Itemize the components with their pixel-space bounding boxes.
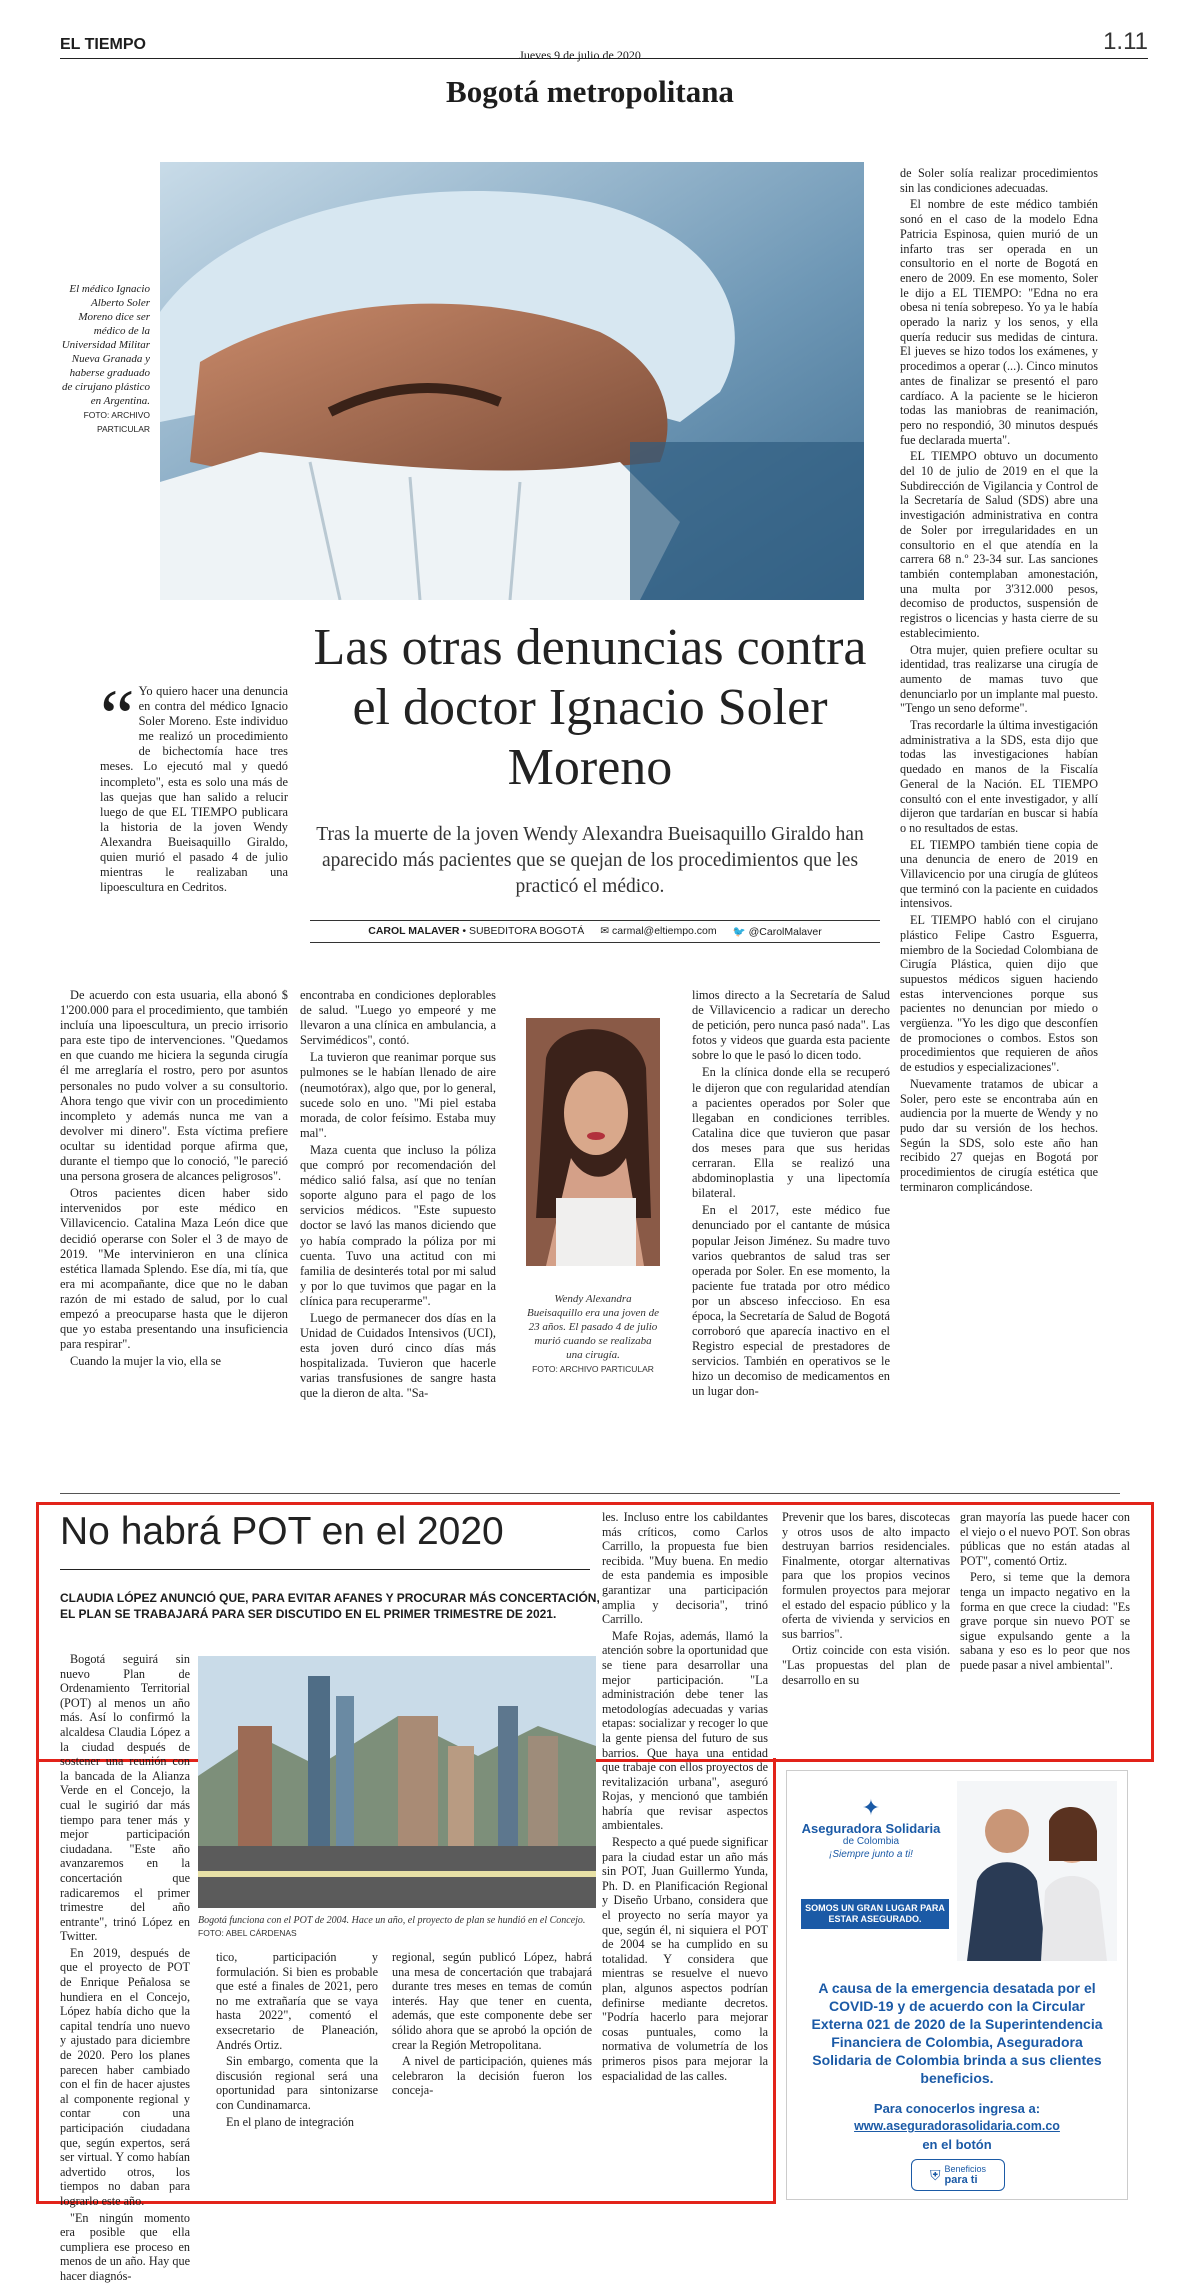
victim-caption bbox=[526, 1292, 660, 1376]
city-caption-text: Bogotá funciona con el POT de 2004. Hace un año, el proyecto de plan se hundió en el Concejo. bbox=[198, 1915, 586, 1926]
masthead-rule bbox=[60, 58, 1148, 59]
newspaper-name: EL TIEMPO bbox=[60, 36, 146, 53]
pot-paragraph: Sin embargo, comenta que la discusión regional será una oportunidad para sintonizarse con Cundinamarca. bbox=[216, 2054, 378, 2112]
ad-brand-sub: de Colombia bbox=[842, 1836, 900, 1847]
article-paragraph: limos directo a la Secretaría de Salud de Villavicencio a radicar un derecho de petición, pero nunca pasó nada". Las fotos y videos que guarda esta paciente sobre lo que le pasó lo dicen todo. bbox=[692, 988, 890, 1063]
article-col-2 bbox=[300, 988, 496, 1404]
benefits-button-line2: para ti bbox=[944, 2174, 978, 2186]
victim-photo bbox=[526, 1018, 660, 1266]
bogota-city-photo bbox=[198, 1656, 596, 1908]
article-paragraph: En la clínica donde ella se recuperó le dijeron que con regularidad atendían a pacientes operados por Soler que llegaban en condiciones terribles. Catalina dice que tuvieron que pasar dos meses para que sus heridas cerraran. Ella se realizó una abdominoplastia y una lipectomía bilateral. bbox=[692, 1065, 890, 1201]
photo-caption bbox=[60, 282, 150, 436]
article-subhead: Tras la muerte de la joven Wendy Alexandra Bueisaquillo Giraldo han aparecido más pacientes que se quejan de los procedimientos que les practicó el médico. bbox=[316, 824, 864, 897]
victim-photo-credit: FOTO: ARCHIVO PARTICULAR bbox=[532, 1364, 654, 1374]
page-number: 1.11 bbox=[1103, 28, 1148, 55]
pot-paragraph: "En ningún momento era posible que ella cumpliera ese proceso en menos de un año. Hay que hacer diagnós- bbox=[60, 2210, 190, 2283]
pot-col-2 bbox=[216, 1950, 378, 2131]
pot-paragraph: En 2019, después de que el proyecto de POT de Enrique Peñalosa se hundiera en el Concejo, López había dicho que la capital tendría uno nuevo y ajustado para diciembre de 2020. Pero los planes parecen haber cambiado con el fin de hacer ajustes al componente regional y contar con una participación ciudadana que, según expertos, será ser virtual. Y como habían advertido otros, los tiempos no daban para lograrlo este año. bbox=[60, 1945, 190, 2208]
pot-paragraph: les. Incluso entre los cabildantes más críticos, como Carlos Carrillo, la propuesta fue bien recibida. "Muy buena. En medio de esta pandemia es imposible garantizar una participación amplia y decisoria", trinó Carrillo. bbox=[602, 1510, 768, 1627]
article-col-3 bbox=[692, 988, 890, 1402]
article-paragraph: encontraba en condiciones deplorables de salud. "Luego yo empeoré y me llevaron a una clínica en ambulancia, a Servimédicos", contó. bbox=[300, 988, 496, 1048]
article-paragraph: Otra mujer, quien prefiere ocultar su identidad, tras realizarse una cirugía de aumento de mamas tuvo que denunciarlo por un implante mal puesto. "Tengo un seno deforme". bbox=[900, 642, 1098, 716]
brand-logo-icon: ✦ bbox=[861, 1795, 881, 1820]
pot-paragraph: regional, según publicó López, habrá una mesa de concertación que trabajará durante tres meses en temas de común interés. Hay que tener en cuenta, además, que este componente debe ser sólido ahora que se aprobó la opción de crear la Región Metropolitana. bbox=[392, 1950, 592, 2052]
section-title: Bogotá metropolitana bbox=[446, 74, 734, 109]
article-paragraph: EL TIEMPO también tiene copia de una denuncia de enero de 2019 en Villavicencio por una cirugía de glúteos que terminó con la paciente en cuidados intensivos. bbox=[900, 837, 1098, 911]
article-paragraph: Cuando la mujer la vio, ella se bbox=[70, 1354, 222, 1369]
photo-caption-text: El médico Ignacio Alberto Soler Moreno dice ser médico de la Universidad Militar Nueva Granada y haberse graduado de cirujano plástico en Argentina. bbox=[61, 283, 150, 407]
article-col-1 bbox=[100, 673, 288, 897]
ad-brand-block bbox=[801, 1795, 941, 1860]
byline-author-block: CAROL MALAVER • SUBEDITORA BOGOTÁ bbox=[368, 925, 585, 937]
article-paragraph: Otros pacientes dicen haber sido intervenidos por este médico en Villavicencio. Catalina Maza León dice que decidió operarse con Soler el 3 de mayo de 2019. "Me intervinieron en una clínica estética llamada Splendo. Ese día, mi tía, que era mi acompañante, dice que no le daban razón de mi estado de salud, por lo cual empezó a preocuparse hasta que le dijeron que yo estaba presentando una insuficiencia para respirar". bbox=[60, 1186, 288, 1352]
pot-col-6 bbox=[960, 1510, 1130, 1675]
pot-col-3 bbox=[392, 1950, 592, 2100]
victim-portrait bbox=[526, 1018, 660, 1266]
pot-headline-rule bbox=[60, 1569, 590, 1570]
byline-email[interactable]: carmal@eltiempo.com bbox=[612, 925, 717, 937]
ad-tagline: ¡Siempre junto a ti! bbox=[829, 1849, 913, 1860]
article-paragraph: Nuevamente tratamos de ubicar a Soler, pero este se encontraba aún en audiencia por la muerte de Wendy y no pudo dar su versión de los hechos. Según la SDS, solo este año han recibido 27 quejas en Bogotá por procedimientos de cirugía estética que terminaron complicándose. bbox=[900, 1076, 1098, 1194]
photo-credit: FOTO: ARCHIVO PARTICULAR bbox=[83, 410, 150, 434]
pot-paragraph: Respecto a qué puede significar para la ciudad estar un año más sin POT, Juan Guillermo Yunda, Ph. D. en Planificación Regional y Diseño Urbano, considera que el proyecto no sería mayor ya que, según él, ni siquiera el POT de 2004 se ha cumplido en su totalidad. Y considera que mientras se resuelve el nuevo plan, algunos aspectos podrían definirse mediante decretos. "Podría hacerlo para mejorar cosas puntuales, como la normativa de volumetría de los primeros pisos para mejorar la espacialidad de las calles. bbox=[602, 1835, 768, 2083]
pot-paragraph: Prevenir que los bares, discotecas y otros usos de alto impacto destruyan barrios residenciales. Finalmente, otorgar alternativas para que los propios vecinos formulen proyectos para mejorar el estado del espacio público y la oferta de vivienda y servicios en sus barrios". bbox=[782, 1510, 950, 1641]
article-paragraph: En el 2017, este médico fue denunciado por el cantante de música popular Jeison Jiménez. Su madre tuvo varios quebrantos de salud tras ser operada por Soler. En ese momento, la paciente fue tratada por otro médico por un absceso infeccioso. En esa época, la Secretaría de Salud de Bogotá corroboró que aparecía inactivo en el Registro especial de prestadores de servicios. También en operativos se le hizo un decomiso de medicamentos en un lugar don- bbox=[692, 1203, 890, 1399]
pot-paragraph: Mafe Rojas, además, llamó la atención sobre la oportunidad que se tiene para desarrollar una mejor participación. "La administración debe tener las metodologías adecuadas y varias etapas: socializar y recoger lo que la gente piensa del futuro de sus barrios. Que haya una entidad que trabaje con ellos proyectos de revitalización urbana", aseguró Rojas, y mencionó que también habría que revisar aspectos ambientales. bbox=[602, 1628, 768, 1833]
byline bbox=[310, 920, 880, 943]
byline-author: CAROL MALAVER bbox=[368, 925, 460, 937]
article-col-1-cont bbox=[60, 988, 288, 1371]
pot-paragraph: Ortiz coincide con esta visión. "Las propuestas del plan de desarrollo en su bbox=[782, 1643, 950, 1687]
ad-brand: Aseguradora Solidaria bbox=[801, 1821, 941, 1836]
article-paragraph: de Soler solía realizar procedimientos sin las condiciones adecuadas. bbox=[900, 166, 1098, 195]
pot-col-1 bbox=[60, 1652, 190, 2286]
pot-col-5 bbox=[782, 1510, 950, 1689]
pot-headline: No habrá POT en el 2020 bbox=[60, 1510, 504, 1553]
article-paragraph: Tras recordarle la última investigación administrativa a la SDS, esta dijo que todas las investigaciones habían quedado en manos de la Fiscalía General de la Nación. EL TIEMPO consultó con el ente investigador, y allí dijeron que tardarían en buscar si había o no resultados de estas. bbox=[900, 718, 1098, 835]
ad-slogan: SOMOS UN GRAN LUGAR PARA ESTAR ASEGURADO. bbox=[801, 1899, 949, 1929]
pot-paragraph: Bogotá seguirá sin nuevo Plan de Ordenamiento Territorial (POT) al menos un año más. Así lo confirmó la alcaldesa Claudia López a la ciudad después de sostener una reunión con la bancada de la Alianza Verde en el Concejo, la cual le sugirió dar más tiempo para tener más y mejor participación ciudadana. "Este año avanzaremos en la concertación que radicaremos el primer trimestre del año entrante", trinó López en Twitter. bbox=[60, 1652, 190, 1944]
byline-email-block bbox=[600, 925, 716, 938]
ad-people-photo bbox=[957, 1781, 1117, 1961]
article-paragraph: Luego de permanecer dos días en la Unidad de Cuidados Intensivos (UCI), esta joven duró cinco días más hospitalizada. Tuvieron que hacerle varias transfusiones de sangre hasta que la dieron de alta. "Sa- bbox=[300, 1310, 496, 1401]
ad-cta: Para conocerlos ingresa a: bbox=[873, 2101, 1041, 2116]
city-photo-credit: FOTO: ABEL CÁRDENAS bbox=[198, 1928, 297, 1938]
surgeon-illustration bbox=[160, 162, 864, 600]
twitter-icon: ✉ bbox=[600, 925, 610, 937]
insurance-ad[interactable] bbox=[786, 1770, 1128, 2200]
surgeon-photo bbox=[160, 162, 864, 600]
pot-paragraph: En el plano de integración bbox=[226, 2114, 354, 2129]
benefits-button-line1: Beneficios bbox=[944, 2164, 987, 2174]
ad-cta-2: en el botón bbox=[922, 2137, 992, 2152]
issue-date: Jueves 9 de julio de 2020 bbox=[519, 48, 641, 62]
pot-paragraph: A nivel de participación, quienes más celebraron la decisión fueron los conceja- bbox=[392, 2054, 592, 2098]
benefits-button-labels bbox=[944, 2164, 986, 2186]
article-paragraph: La tuvieron que reanimar porque sus pulmones se le habían llenado de aire (neumotórax), algo que, por lo general, sucede solo en uno. "Mi piel estaba morada, de color feísimo. Estaba muy mal". bbox=[300, 1050, 496, 1140]
article-paragraph: EL TIEMPO obtuvo un documento del 10 de julio de 2019 en el que la Subdirección de Vigilancia y Control de la Secretaría de Salud (SDS) abre una investigación administrativa en contra de Soler por irregularidades en un consultorio en el que atendía en la carrera 68 n.º 23-34 sur. Las sanciones también contemplaban amonestación, una multa por 3'312.000 pesos, decomiso de productos, suspensión de registros o licencias y hasta cierre de su establecimiento. bbox=[900, 449, 1098, 640]
byline-twitter-block bbox=[733, 925, 822, 938]
drop-quote-mark: “ bbox=[100, 673, 135, 760]
pot-paragraph: Pero, si teme que la demora tenga un impacto negativo en la forma en que crece la ciudad: "Es grave porque sin nuevo POT se sigue expulsando gente a la sabana y eso es lo peor que nos puede pasar a nivel ambiental". bbox=[960, 1570, 1130, 1672]
pot-paragraph: gran mayoría las puede hacer con el viejo o el nuevo POT. Son obras públicas que no están atadas al POT", comentó Ortiz. bbox=[960, 1510, 1130, 1568]
shield-icon: ⛨ bbox=[929, 2166, 941, 2183]
article-col-1-p1: “ Yo quiero hacer una denuncia en contra del médico Ignacio Soler Moreno. Este individuo me realizó un procedimiento de bichectomía hace tres meses. Lo ejecutó mal y quedó incompleto", esta es solo una más de las quejas que han salido a relucir luego de que EL TIEMPO publicara la historia de la joven Wendy Alexandra Bueisaquillo Giraldo, quien murió el pasado 4 de julio mientras le realizaban una lipoescultura en Cedritos. bbox=[100, 673, 288, 895]
pot-col-4 bbox=[602, 1510, 768, 2085]
article-paragraph: EL TIEMPO habló con el cirujano plástico Felipe Castro Esguerra, miembro de la Sociedad Colombiana de Cirugía Plástica, quien dijo que supuestos médicos siguen haciendo estas intervenciones porque sus pacientes no denuncian por miedo o vergüenza. "Yo les digo que desconfíen de promociones o combos. Estos son procedimientos que requieren de años de estudios y especializaciones". bbox=[900, 913, 1098, 1075]
article-col-4 bbox=[900, 166, 1098, 1197]
article-paragraph: Maza cuenta que incluso la póliza que compró por recomendación del médico salió falsa, así que no tenían soporte alguno para el pago de los servicios médicos. "Este supuesto doctor se lavó las manos diciendo que yo había comprado la póliza por mi cuenta. Tuvo una actitud con mi familia de desinterés total por mi salud y por lo que tuvimos que pagar en la clínica para recuperarme". bbox=[300, 1142, 496, 1308]
section-divider bbox=[60, 1493, 1120, 1494]
pot-paragraph: tico, participación y formulación. Si bien es probable que esté a finales de 2021, pero no me extrañaría que se vaya hasta 2022", comentó el exsecretario de Planeación, Andrés Ortiz. bbox=[216, 1950, 378, 2052]
bird-icon: 🐦 bbox=[732, 926, 746, 938]
ad-body: A causa de la emergencia desatada por el COVID-19 y de acuerdo con la Circular Externa 021 de 2020 de la Superintendencia Financiera de Colombia, Aseguradora Solidaria de Colombia brinda a sus clientes beneficios. bbox=[811, 1980, 1103, 2086]
pot-deck: CLAUDIA LÓPEZ ANUNCIÓ QUE, PARA EVITAR AFANES Y PROCURAR MÁS CONCERTACIÓN, EL PLAN SE TRABAJARÁ PARA SER DISCUTIDO EN EL PRIMER TRIMESTRE DE 2021. bbox=[60, 1591, 600, 1621]
byline-twitter[interactable]: @CarolMalaver bbox=[748, 926, 822, 938]
article-paragraph: El nombre de este médico también sonó en el caso de la modelo Edna Patricia Espinosa, quien murió de un infarto tras ser operada en un consultorio en el norte de Bogotá en enero de 2009. En ese momento, Soler le dijo a EL TIEMPO: "Edna no era obesa ni tenía sobrepeso. Yo ya le había operado la nariz y los senos, y ella quería reducir sus medidas de cintura. El jueves se hizo todos los exámenes, y procedimos a operar (...). Cinco minutos antes de finalizar se presentó el paro cardíaco. A la paciente se le hicieron todas las maniobras de reanimación, pero no respondió, 30 minutos después fue declarada muerta". bbox=[900, 197, 1098, 447]
benefits-button[interactable] bbox=[911, 2159, 1005, 2191]
article-paragraph: De acuerdo con esta usuaria, ella abonó $ 1'200.000 para el procedimiento, que también incluía una lipoescultura, un precio irrisorio para este tipo de intervenciones. "Quedamos en que cuando me hiciera la segunda cirugía él me arreglaría el rostro, pero por asuntos personales no pudo volver a su consultorio. Ahora tengo que vivir con un procedimiento incompleto y además nunca me van a devolver mi dinero". Esta víctima prefiere ocultar su identidad porque afirma que, durante el tiempo que lo conoció, "le pareció una persona grosera de alcances peligrosos". bbox=[60, 988, 288, 1184]
byline-role: SUBEDITORA BOGOTÁ bbox=[468, 925, 585, 937]
ad-people-illustration bbox=[957, 1781, 1117, 1961]
city-skyline bbox=[198, 1656, 596, 1908]
city-photo-caption bbox=[198, 1914, 596, 1940]
ad-url-link[interactable]: www.aseguradorasolidaria.com.co bbox=[854, 2119, 1060, 2133]
victim-caption-text: Wendy Alexandra Bueisaquillo era una joven de 23 años. El pasado 4 de julio murió cuando se realizaba una cirugía. bbox=[527, 1293, 659, 1361]
article-headline: Las otras denuncias contra el doctor Ignacio Soler Moreno bbox=[313, 619, 867, 796]
